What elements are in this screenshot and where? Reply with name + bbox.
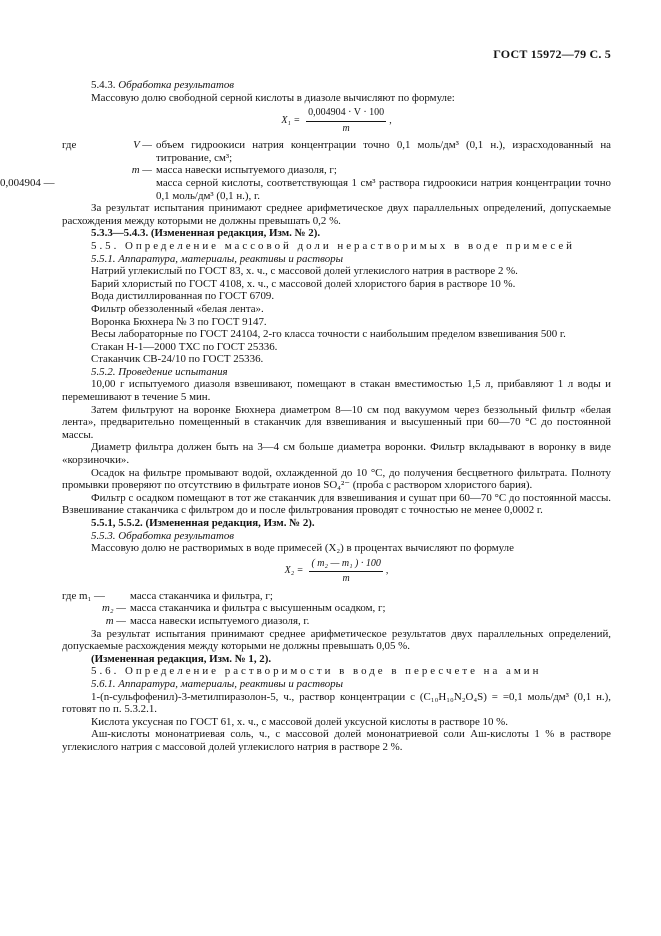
- paragraph: Осадок на фильтре промывают водой, охлажденной до 10 °С, до получения бесцветного фильтрата. Полноту промывки проверяют по отсутствию в фильтрате ионов SO₄²⁻ (проба с раствором хлористого бария).: [62, 466, 611, 492]
- definition-text: масса серной кислоты, соответствующая 1 см³ раствора гидроокиси натрия концентрации точно 0,1 моль/дм³ (0,1 н.), г.: [156, 176, 611, 202]
- list-item: Вода дистиллированная по ГОСТ 6709.: [91, 290, 275, 303]
- list-item: Весы лабораторные по ГОСТ 24104, 2-го класса точности с наибольшим пределом взвешивания 500 г.: [91, 328, 566, 341]
- definition-term: m₂ —: [101, 602, 126, 615]
- definition-row: [62, 602, 611, 615]
- subsection-title: 5.5.3. Обработка результатов: [91, 529, 234, 542]
- paragraph: За результат испытания принимают среднее арифметическое двух параллельных определений, допускаемые расхождения между которыми не должны превышать 0,2 %.: [62, 202, 611, 227]
- list-item: Натрий углекислый по ГОСТ 83, х. ч., с массовой долей углекислого натрия в растворе 2 %.: [91, 265, 518, 278]
- formula-numerator: 0,004904 · V · 100: [306, 107, 386, 122]
- definition-term: m —: [131, 164, 152, 177]
- formula-x2: [62, 557, 611, 587]
- paragraph: Диаметр фильтра должен быть на 3—4 см больше диаметра воронки. Фильтр вкладывают в воронку в виде «корзиночки».: [62, 441, 611, 467]
- formula-x1: [62, 106, 611, 136]
- formula-fraction: [309, 558, 382, 586]
- definition-text: масса стаканчика и фильтра, г;: [130, 589, 273, 602]
- paragraph: Массовую долю свободной серной кислоты в диазоле вычисляют по формуле:: [91, 91, 455, 104]
- list-item: 1-(n-сульфофенил)-3-метилпиразолон-5, ч., раствор концентрации c (C₁₀H₁₀N₂O₄S) = =0,1 моль/дм³ (0,1 н.), готовят по п. 5.3.2.1.: [62, 690, 611, 716]
- definition-term: где m₁ —: [62, 589, 105, 602]
- list-item: Стакан Н-1—2000 ТХС по ГОСТ 25336.: [91, 340, 278, 353]
- subsection-title: 5.5.2. Проведение испытания: [91, 365, 228, 378]
- section-heading-5-5: 5.5. Определение массовой доли нерастворимых в воде примесей: [91, 239, 575, 252]
- list-item: Фильтр обеззоленный «белая лента».: [91, 302, 264, 315]
- definition-text: объем гидроокиси натрия концентрации точно 0,1 моль/дм³ (0,1 н.), израсходованный на титрование, см³;: [156, 139, 611, 164]
- definition-row: [62, 139, 611, 164]
- page-header: ГОСТ 15972—79 С. 5: [493, 47, 611, 61]
- definition-text: масса навески испытуемого диазоля, г.: [130, 614, 310, 627]
- list-item: Стаканчик СВ-24/10 по ГОСТ 25336.: [91, 353, 264, 366]
- subsection-title: 5.5.1. Аппаратура, материалы, реактивы и растворы: [91, 252, 343, 265]
- definition-text: масса стаканчика и фильтра с высушенным осадком, г;: [130, 602, 386, 615]
- list-item: Аш-кислоты мононатриевая соль, ч., с массовой долей мононатриевой соли Аш-кислоты 1 % в растворе углекислого натрия с массовой долей углекислого натрия в растворе 2 %.: [62, 728, 611, 753]
- definition-row: [62, 590, 611, 603]
- formula-fraction: [306, 107, 386, 135]
- formula-tail: ,: [389, 114, 392, 126]
- formula-numerator: ( m₂ — m₁ ) · 100: [309, 558, 382, 573]
- section-title-5-4-3: 5.4.3. Обработка результатов: [91, 79, 235, 91]
- definition-row: [0, 177, 611, 202]
- definition-text: масса навески испытуемого диазоля, г;: [156, 164, 337, 177]
- amendment-note: (Измененная редакция, Изм. № 1, 2).: [91, 652, 272, 665]
- definition-term: 0,004904 —: [0, 176, 55, 189]
- definition-term: V —: [133, 139, 152, 152]
- paragraph: Затем фильтруют на воронке Бюхнера диаметром 8—10 см под вакуумом через беззольный фильтр «белая лента», предварительно помещенный в стаканчик для взвешивания и высушенный при 60—70 °С до постоянной массы.: [62, 403, 611, 441]
- list-item: Воронка Бюхнера № 3 по ГОСТ 9147.: [91, 315, 267, 328]
- page-content: [0, 79, 611, 754]
- paragraph: 10,00 г испытуемого диазоля взвешивают, помещают в стакан вместимостью 1,5 л, прибавляют 1 л воды и перемешивают в течение 5 мин.: [62, 378, 611, 404]
- section-heading-5-6: 5.6. Определение растворимости в воде в пересчете на амин: [91, 665, 542, 678]
- paragraph: За результат испытания принимают среднее арифметическое результатов двух параллельных определений, допускаемые расхождения между которыми не должны превышать 0,05 %.: [62, 627, 611, 653]
- where-label: где: [62, 139, 77, 152]
- list-item: Барий хлористый по ГОСТ 4108, х. ч., с массовой долей хлористого бария в растворе 10 %.: [91, 277, 516, 290]
- definition-term: m —: [105, 614, 126, 627]
- paragraph: Массовую долю не растворимых в воде примесей (X₂) в процентах вычисляют по формуле: [91, 542, 514, 555]
- formula-denominator: m: [342, 573, 350, 585]
- formula-lhs: X₂ =: [284, 565, 304, 577]
- definition-row: [62, 615, 611, 628]
- paragraph: Фильтр с осадком помещают в тот же стаканчик для взвешивания и сушат при 60—70 °С до постоянной массы. Взвешивание стаканчика с фильтром до и после фильтрования проводят с точностью не менее 0,0002 г.: [62, 491, 611, 517]
- list-item: Кислота уксусная по ГОСТ 61, х. ч., с массовой долей уксусной кислоты в растворе 10 %.: [91, 715, 508, 728]
- amendment-note: 5.5.1, 5.5.2. (Измененная редакция, Изм. № 2).: [91, 517, 315, 529]
- definition-row: [62, 164, 611, 177]
- formula-denominator: m: [342, 122, 350, 134]
- subsection-title: 5.6.1. Аппаратура, материалы, реактивы и растворы: [91, 677, 343, 690]
- amendment-note: 5.3.3—5.4.3. (Измененная редакция, Изм. № 2).: [91, 227, 321, 240]
- formula-lhs: X₁ =: [281, 114, 301, 126]
- formula-tail: ,: [385, 565, 389, 577]
